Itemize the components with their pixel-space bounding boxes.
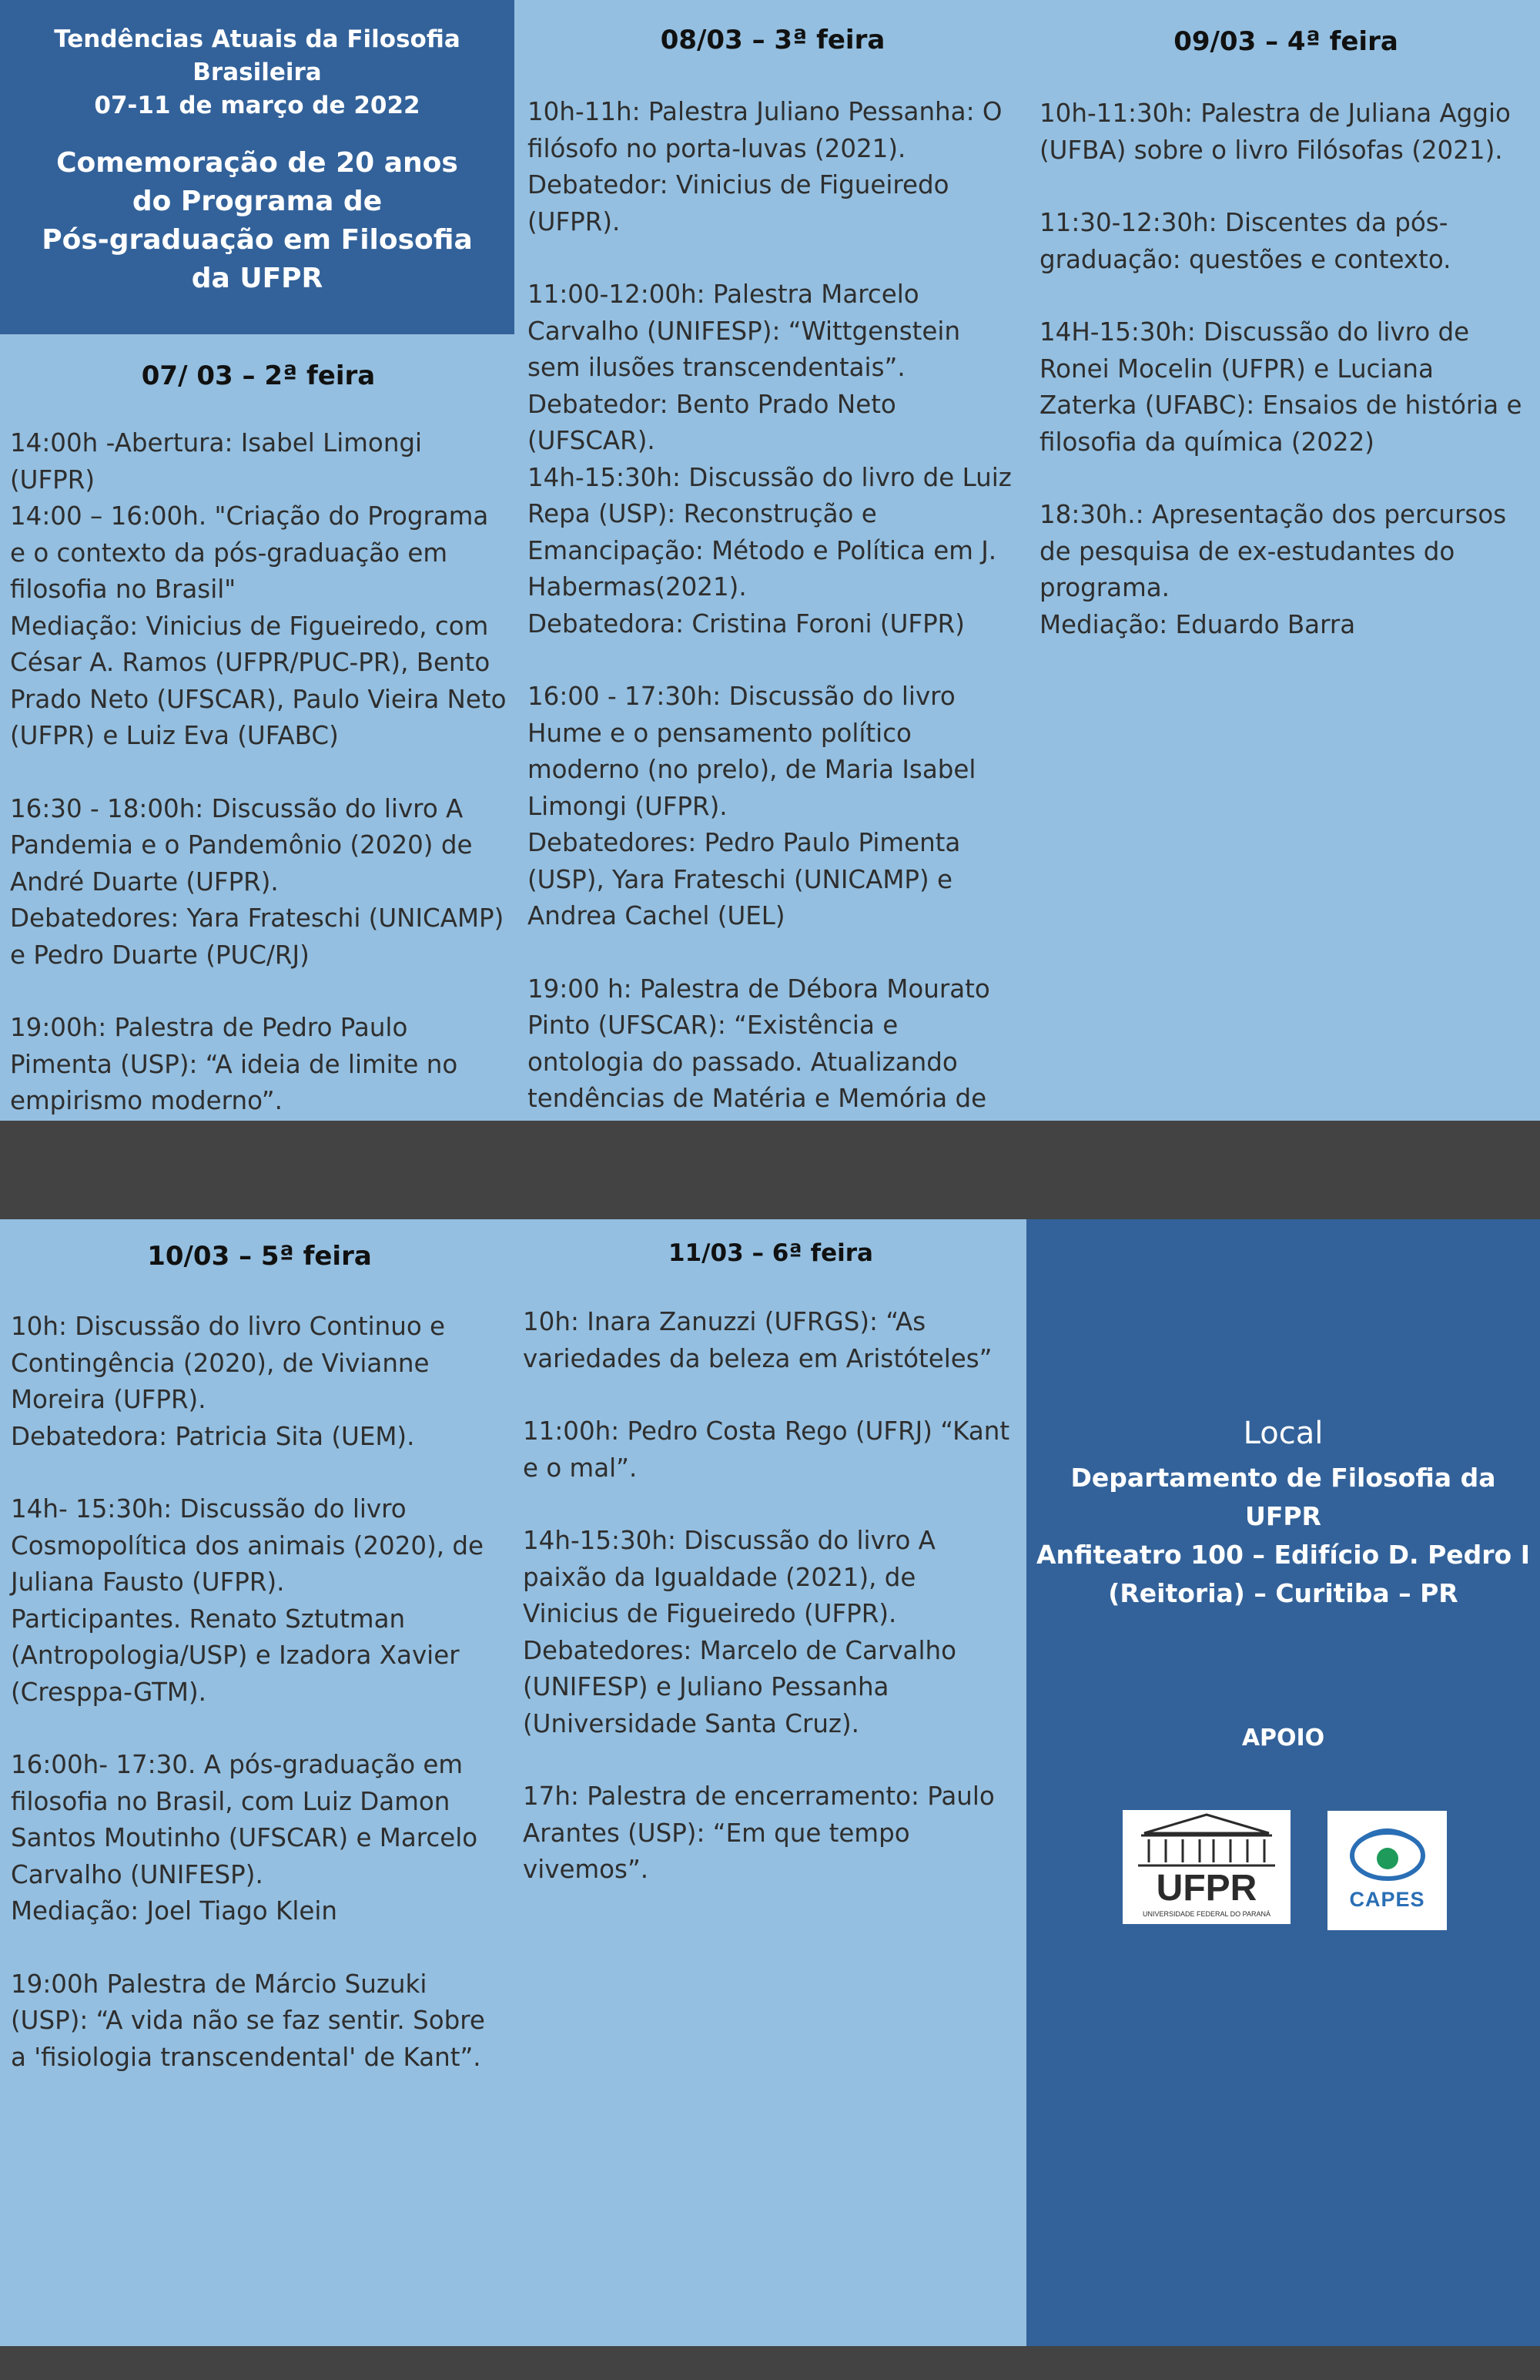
capes-logo-text: CAPES <box>1349 1888 1425 1911</box>
event-dates: 07-11 de março de 2022 <box>94 92 420 119</box>
schedule-item: 16:00h- 17:30. A pós-graduação em filosofia no Brasil, com Luiz Damon Santos Moutinho (UFSCAR) e Marcelo Carvalho (UNIFESP). Mediação: Joel Tiago Klein <box>11 1750 478 1926</box>
day-title: 08/03 – 3ª feira <box>660 25 886 55</box>
schedule-list <box>11 1309 508 2076</box>
schedule-list <box>527 94 1018 1154</box>
schedule-item: 17h: Palestra de encerramento: Paulo Arantes (USP): “Em que tempo vivemos”. <box>523 1782 995 1884</box>
schedule-item: 19:00h: Palestra de Pedro Paulo Pimenta (USP): “A ideia de limite no empirismo moderno”. <box>10 1013 458 1115</box>
schedule-item: 14h-15:30h: Discussão do livro A paixão da Igualdade (2021), de Vinicius de Figueiredo (UFPR). Debatedores: Marcelo de Carvalho (UNIFESP) e Juliano Pessanha (Universidade Santa Cruz). <box>523 1526 956 1738</box>
capes-logo <box>1327 1811 1447 1930</box>
event-title-line1: Tendências Atuais da Filosofia <box>54 25 460 53</box>
schedule-item: 10h: Inara Zanuzzi (UFRGS): “As variedades da beleza em Aristóteles” <box>523 1307 993 1373</box>
section-divider <box>0 1121 1540 1219</box>
schedule-item: 11:30-12:30h: Discentes da pós-graduação: questões e contexto. <box>1040 208 1451 274</box>
schedule-item: 10h-11h: Palestra Juliano Pessanha: O filósofo no porta-luvas (2021). Debatedor: Vinicius de Figueiredo (UFPR). <box>527 97 1003 236</box>
support-title: APOIO <box>1241 1725 1325 1751</box>
schedule-list <box>1040 96 1532 643</box>
commemoration-line3: Pós-graduação em Filosofia <box>42 224 473 256</box>
event-title-line2: Brasileira <box>192 59 322 86</box>
schedule-item: 16:00 - 17:30h: Discussão do livro Hume e o pensamento político moderno (no prelo), de Maria Isabel Limongi (UFPR). Debatedores: Pedro Paulo Pimenta (USP), Yara Frateschi (UNICAMP) e Andrea Cachel (UEL) <box>527 682 976 930</box>
schedule-item: 19:00h Palestra de Márcio Suzuki (USP): “A vida não se faz sentir. Sobre a 'fisiologia transcendental' de Kant”. <box>11 1969 485 2072</box>
schedule-item: 18:30h.: Apresentação dos percursos de pesquisa de ex-estudantes do programa. Mediação: Eduardo Barra <box>1040 500 1507 639</box>
ufpr-logo <box>1123 1810 1291 1924</box>
day-column-thursday <box>0 1219 514 2076</box>
location-line: (Reitoria) – Curitiba – PR <box>1108 1578 1458 1608</box>
day-column-tuesday <box>514 0 1026 1154</box>
schedule-item: 14:00h -Abertura: Isabel Limongi (UFPR) 14:00 – 16:00h. "Criação do Programa e o contexto da pós-graduação em filosofia no Brasil" Mediação: Vinicius de Figueiredo, com César A. Ramos (UFPR/PUC-PR), Bento Prado Neto (UFSCAR), Paulo Vieira Neto (UFPR) e Luiz Eva (UFABC) <box>10 428 507 750</box>
ufpr-logo-subtext: UNIVERSIDADE FEDERAL DO PARANÁ <box>1142 1910 1271 1918</box>
location-line: Anfiteatro 100 – Edifício D. Pedro I <box>1036 1540 1530 1570</box>
day-title: 07/ 03 – 2ª feira <box>141 360 376 391</box>
day-title: 09/03 – 4ª feira <box>1173 26 1398 57</box>
bottom-band <box>0 2346 1540 2380</box>
day-title: 11/03 – 6ª feira <box>668 1239 873 1267</box>
ufpr-logo-text: UFPR <box>1156 1868 1257 1909</box>
schedule-item: 10h: Discussão do livro Continuo e Contingência (2020), de Vivianne Moreira (UFPR). Debatedora: Patricia Sita (UEM). <box>11 1312 446 1451</box>
schedule-item: 19:00 h: Palestra de Débora Mourato Pinto (UFSCAR): “Existência e ontologia do passado. Atualizando tendências de Matéria e Memória de <box>527 974 990 1113</box>
capes-emblem-icon <box>1327 1811 1447 1930</box>
schedule-list <box>10 425 507 1120</box>
commemoration-line1: Comemoração de 20 anos <box>56 147 458 179</box>
schedule-item: 16:30 - 18:00h: Discussão do livro A Pandemia e o Pandemônio (2020) de André Duarte (UFPR). Debatedores: Yara Frateschi (UNICAMP) e Pedro Duarte (PUC/RJ) <box>10 793 504 970</box>
location-title: Local <box>1243 1416 1324 1451</box>
location-support-panel <box>1026 1219 1540 2346</box>
day-title: 10/03 – 5ª feira <box>147 1241 372 1272</box>
day-column-monday <box>0 334 514 1120</box>
commemoration-line2: do Programa de <box>132 186 383 217</box>
schedule-item: 11:00-12:00h: Palestra Marcelo Carvalho (UNIFESP): “Wittgenstein sem ilusões transcendentais”. Debatedor: Bento Prado Neto (UFSCAR). 14h-15:30h: Discussão do livro de Luiz Repa (USP): Reconstrução e Emancipação: Método e Política em J. Habermas(2021). Debatedora: Cristina Foroni (UFPR) <box>527 280 1012 639</box>
schedule-item: 11:00h: Pedro Costa Rego (UFRJ) “Kant e o mal”. <box>523 1416 1010 1483</box>
schedule-item: 14H-15:30h: Discussão do livro de Ronei Mocelin (UFPR) e Luciana Zaterka (UFABC): Ensaios de história e filosofia da química (2022) <box>1040 317 1522 457</box>
location-line: Departamento de Filosofia da <box>1070 1463 1496 1493</box>
location-line: UFPR <box>1245 1501 1321 1531</box>
commemoration-line4: da UFPR <box>191 263 323 294</box>
day-column-wednesday <box>1026 0 1540 643</box>
day-column-friday <box>514 1219 1026 1889</box>
schedule-item: 10h-11:30h: Palestra de Juliana Aggio (UFBA) sobre o livro Filósofas (2021). <box>1040 99 1511 165</box>
schedule-item: 14h- 15:30h: Discussão do livro Cosmopolítica dos animais (2020), de Juliana Fausto (UFPR). Participantes. Renato Sztutman (Antropologia/USP) e Izadora Xavier (Cresppa-GTM). <box>11 1494 484 1707</box>
event-header <box>0 0 514 334</box>
location-address <box>1026 1459 1540 1613</box>
schedule-list <box>523 1304 1019 1889</box>
